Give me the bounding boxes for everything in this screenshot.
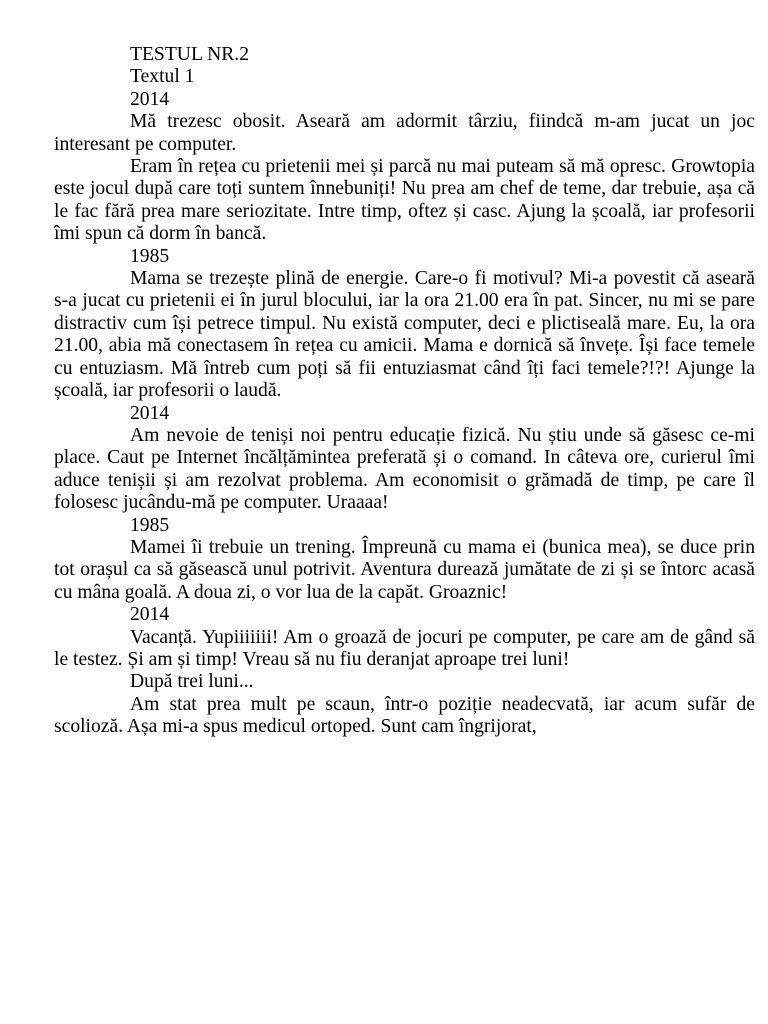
section-1985-b [54, 515, 755, 605]
time-marker: După trei luni... [130, 671, 254, 693]
paragraph: Am nevoie de teniși noi pentru educație fizică. Nu știu unde să găsesc ce-mi place. Caut pe Internet încălțămintea preferată și o comand. In câteva ore, curierul îmi aduce tenișii și am rezolvat problema. Am economisit o grămadă de timp, pe care îl folosesc jucându-mă pe computer. Uraaaa! [54, 424, 755, 514]
paragraph: Mă trezesc obosit. Aseară am adormit târziu, fiindcă m-am jucat un joc interesant pe computer. [54, 111, 755, 155]
paragraph: Eram în rețea cu prietenii mei și parcă nu mai puteam să mă opresc. Growtopia este jocul după care toți suntem înnebuniți! Nu prea am chef de teme, dar trebuie, așa că le fac fără prea mare seriozitate. Intre timp, oftez și casc. Ajung la școală, iar profesorii îmi spun că dorm în bancă. [54, 156, 755, 245]
section-year: 1985 [130, 514, 170, 536]
section-1985-a [54, 246, 755, 403]
paragraph: Mamei îi trebuie un trening. Împreună cu mama ei (bunica mea), se duce prin tot orașul ca să găsească unul potrivit. Aventura durează jumătate de zi și se întorc acasă cu mâna goală. A doua zi, o vor lua de la capăt. Groaznic! [54, 536, 755, 603]
section-year: 2014 [130, 402, 170, 424]
paragraph: Vacanță. Yupiiiiiii! Am o groază de jocuri pe computer, pe care am de gând să le testez. Și am și timp! Vreau să nu fiu deranjat aproape trei luni! [54, 626, 755, 670]
paragraph: Mama se trezește plină de energie. Care-o fi motivul? Mi-a povestit că aseară s-a jucat cu prietenii ei în jurul blocului, iar la ora 21.00 era în pat. Sincer, nu mi se pare distractiv cum își petrece timpul. Nu există computer, deci e plictiseală mare. Eu, la ora 21.00, abia mă conectasem în rețea cu amicii. Mama e dornică să învețe. Își face temele cu entuziasm. Mă întreb cum poți să fii entuziasmat când îți faci temele?!?! Ajunge la școală, iar profesorii o laudă. [54, 268, 755, 402]
document-title: TESTUL NR.2 [130, 44, 250, 65]
section-year: 2014 [130, 604, 170, 626]
section-year: 2014 [130, 88, 170, 110]
section-year: 1985 [130, 245, 170, 267]
paragraph: Am stat prea mult pe scaun, într-o poziție neadecvată, iar acum sufăr de scolioză. Așa mi-a spus medicul ortoped. Sunt cam îngrijorat, [54, 693, 755, 738]
section-2014-c [54, 604, 755, 738]
document-subtitle: Textul 1 [130, 66, 195, 88]
section-2014-a [54, 89, 755, 246]
section-2014-b [54, 403, 755, 515]
